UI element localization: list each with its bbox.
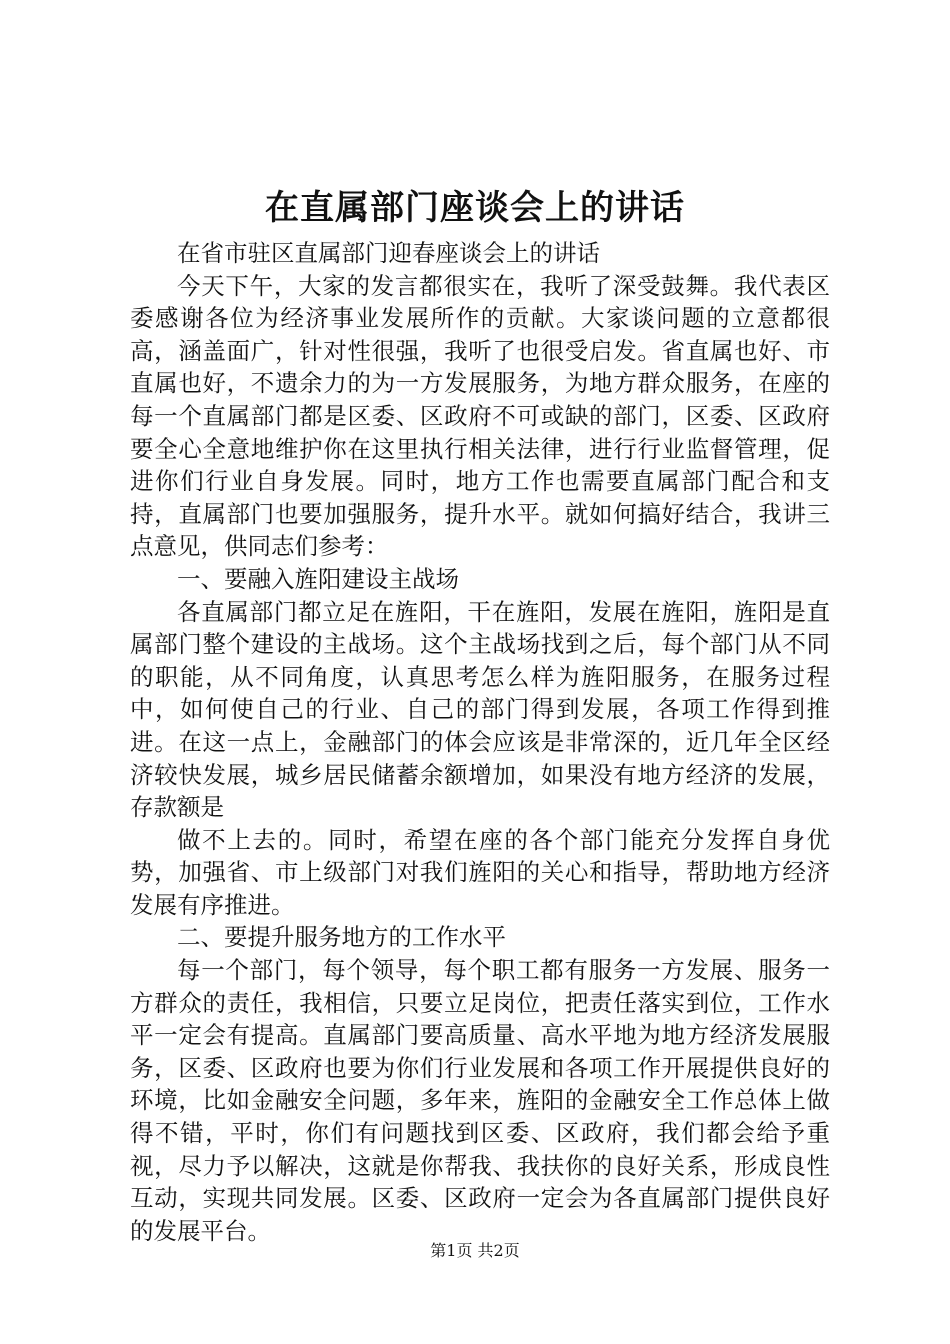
page-number-footer: 第1页 共2页 bbox=[430, 1241, 520, 1260]
paragraph-subtitle: 在省市驻区直属部门迎春座谈会上的讲话 bbox=[177, 239, 600, 267]
paragraph-section-1-cont: 做不上去的。同时，希望在座的各个部门能充分发挥自身优势，加强省、市上级部门对我们旌阳的关心和指导，帮助地方经济发展有序推进。 bbox=[130, 825, 830, 919]
document-title: 在直属部门座谈会上的讲话 bbox=[265, 188, 685, 228]
section-heading-1: 一、要融入旌阳建设主战场 bbox=[177, 564, 459, 593]
document-body bbox=[130, 237, 830, 1247]
paragraph-section-1: 各直属部门都立足在旌阳，干在旌阳，发展在旌阳，旌阳是直属部门整个建设的主战场。这个主战场找到之后，每个部门从不同的职能，从不同角度，认真思考怎么样为旌阳服务，在服务过程中，如何使自己的行业、自己的部门得到发展，各项工作得到推进。在这一点上，金融部门的体会应该是非常深的，近几年全区经济较快发展，城乡居民储蓄余额增加，如果没有地方经济的发展，存款额是 bbox=[130, 597, 830, 822]
paragraph-section-2: 每一个部门，每个领导，每个职工都有服务一方发展、服务一方群众的责任，我相信，只要立足岗位，把责任落实到位，工作水平一定会有提高。直属部门要高质量、高水平地为地方经济发展服务，区委、区政府也要为你们行业发展和各项工作开展提供良好的环境，比如金融安全问题，多年来，旌阳的金融安全工作总体上做得不错，平时，你们有问题找到区委、区政府，我们都会给予重视，尽力予以解决，这就是你帮我、我扶你的良好关系，形成良性互动，实现共同发展。区委、区政府一定会为各直属部门提供良好的发展平台。 bbox=[130, 956, 830, 1245]
paragraph-intro: 今天下午，大家的发言都很实在，我听了深受鼓舞。我代表区委感谢各位为经济事业发展所作的贡献。大家谈问题的立意都很高，涵盖面广，针对性很强，我听了也很受启发。省直属也好、市直属也好，不遗余力的为一方发展服务，为地方群众服务，在座的每一个直属部门都是区委、区政府不可或缺的部门，区委、区政府要全心全意地维护你在这里执行相关法律，进行行业监督管理，促进你们行业自身发展。同时，地方工作也需要直属部门配合和支持，直属部门也要加强服务，提升水平。就如何搞好结合，我讲三点意见，供同志们参考： bbox=[130, 271, 830, 561]
section-heading-2: 二、要提升服务地方的工作水平 bbox=[177, 923, 506, 952]
